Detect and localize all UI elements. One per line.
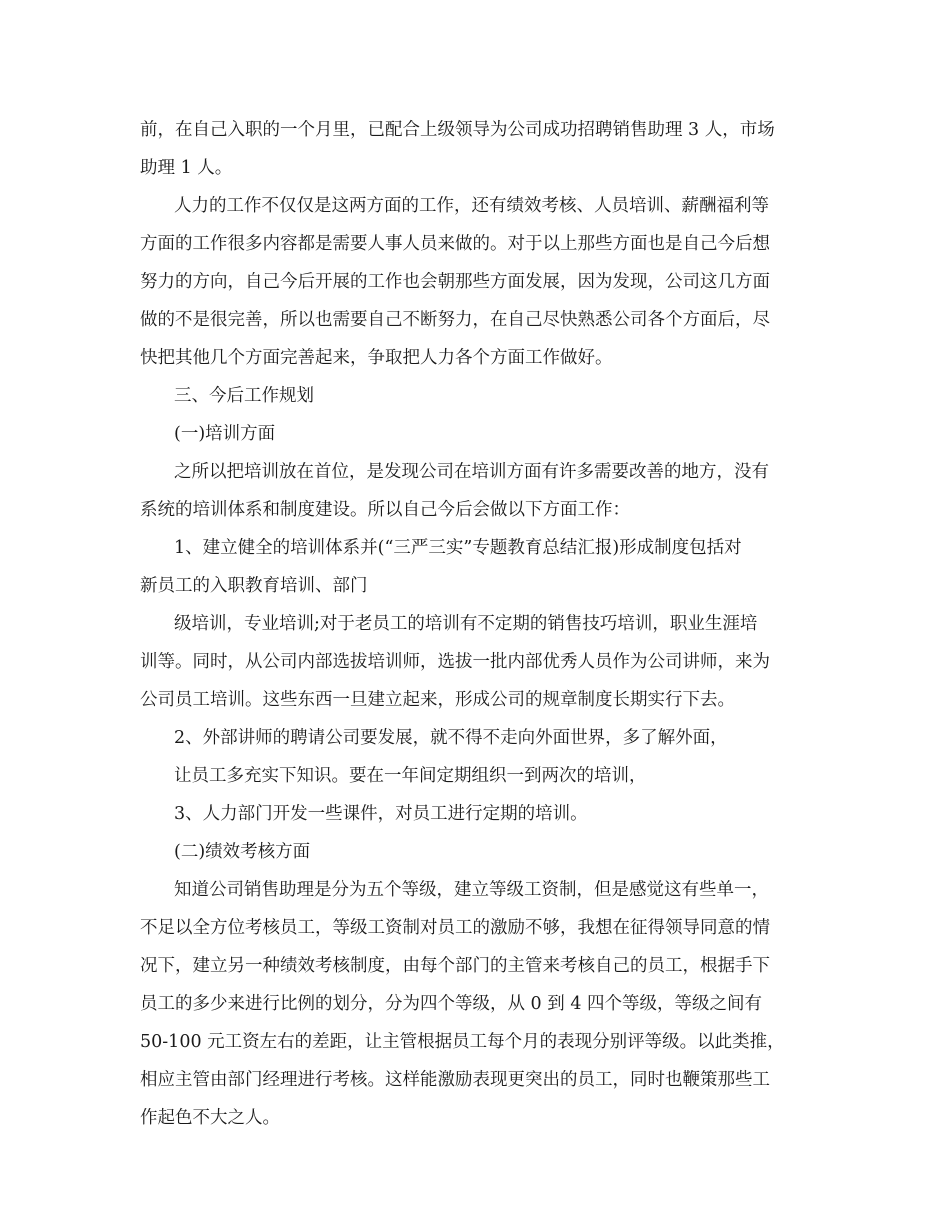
body-text-line: 努力的方向，自己今后开展的工作也会朝那些方面发展，因为发现，公司这几方面: [140, 272, 770, 292]
body-text-line: 让员工多充实下知识。要在一年间定期组织一到两次的培训，: [174, 766, 647, 786]
body-text-line: 方面的工作很多内容都是需要人事人员来做的。对于以上那些方面也是自己今后想: [140, 234, 770, 254]
body-text-line: 况下，建立另一种绩效考核制度，由每个部门的主管来考核自己的员工，根据手下: [140, 956, 770, 976]
subsection-heading: (二)绩效考核方面: [174, 842, 311, 862]
body-text-line: 作起色不大之人。: [140, 1108, 280, 1128]
body-text-line: 系统的培训体系和制度建设。所以自己今后会做以下方面工作：: [140, 500, 630, 520]
body-text-line: 公司员工培训。这些东西一旦建立起来，形成公司的规章制度长期实行下去。: [140, 690, 735, 710]
body-text-line: 相应主管由部门经理进行考核。这样能激励表现更突出的员工，同时也鞭策那些工: [140, 1070, 770, 1090]
body-text-line: 快把其他几个方面完善起来，争取把人力各个方面工作做好。: [140, 348, 613, 368]
body-text-line: 2、外部讲师的聘请公司要发展，就不得不走向外面世界，多了解外面，: [174, 728, 728, 748]
body-text-line: 训等。同时，从公司内部选拔培训师，选拔一批内部优秀人员作为公司讲师，来为: [140, 652, 770, 672]
body-text-line: 前，在自己入职的一个月里，已配合上级领导为公司成功招聘销售助理 3 人，市场: [140, 120, 775, 140]
subsection-heading: (一)培训方面: [174, 424, 276, 444]
body-text-line: 员工的多少来进行比例的划分，分为四个等级，从 0 到 4 四个等级，等级之间有: [140, 994, 763, 1014]
body-text-line: 人力的工作不仅仅是这两方面的工作，还有绩效考核、人员培训、薪酬福利等: [174, 196, 769, 216]
body-text-line: 新员工的入职教育培训、部门: [140, 576, 368, 596]
body-text-line: 助理 1 人。: [140, 158, 233, 178]
body-text-line: 不足以全方位考核员工，等级工资制对员工的激励不够，我想在征得领导同意的情: [140, 918, 770, 938]
body-text-line: 1、建立健全的培训体系并(“三严三实”专题教育总结汇报)形成制度包括对: [174, 538, 742, 558]
body-text-line: 50-100 元工资左右的差距，让主管根据员工每个月的表现分别评等级。以此类推，: [140, 1032, 785, 1052]
body-text-line: 做的不是很完善，所以也需要自己不断努力，在自己尽快熟悉公司各个方面后，尽: [140, 310, 770, 330]
body-text-line: 之所以把培训放在首位，是发现公司在培训方面有许多需要改善的地方，没有: [174, 462, 769, 482]
body-text-line: 知道公司销售助理是分为五个等级，建立等级工资制，但是感觉这有些单一，: [174, 880, 769, 900]
body-text-line: 3、人力部门开发一些课件，对员工进行定期的培训。: [174, 804, 588, 824]
section-heading: 三、今后工作规划: [174, 386, 314, 406]
body-text-line: 级培训，专业培训;对于老员工的培训有不定期的销售技巧培训，职业生涯培: [174, 614, 758, 634]
